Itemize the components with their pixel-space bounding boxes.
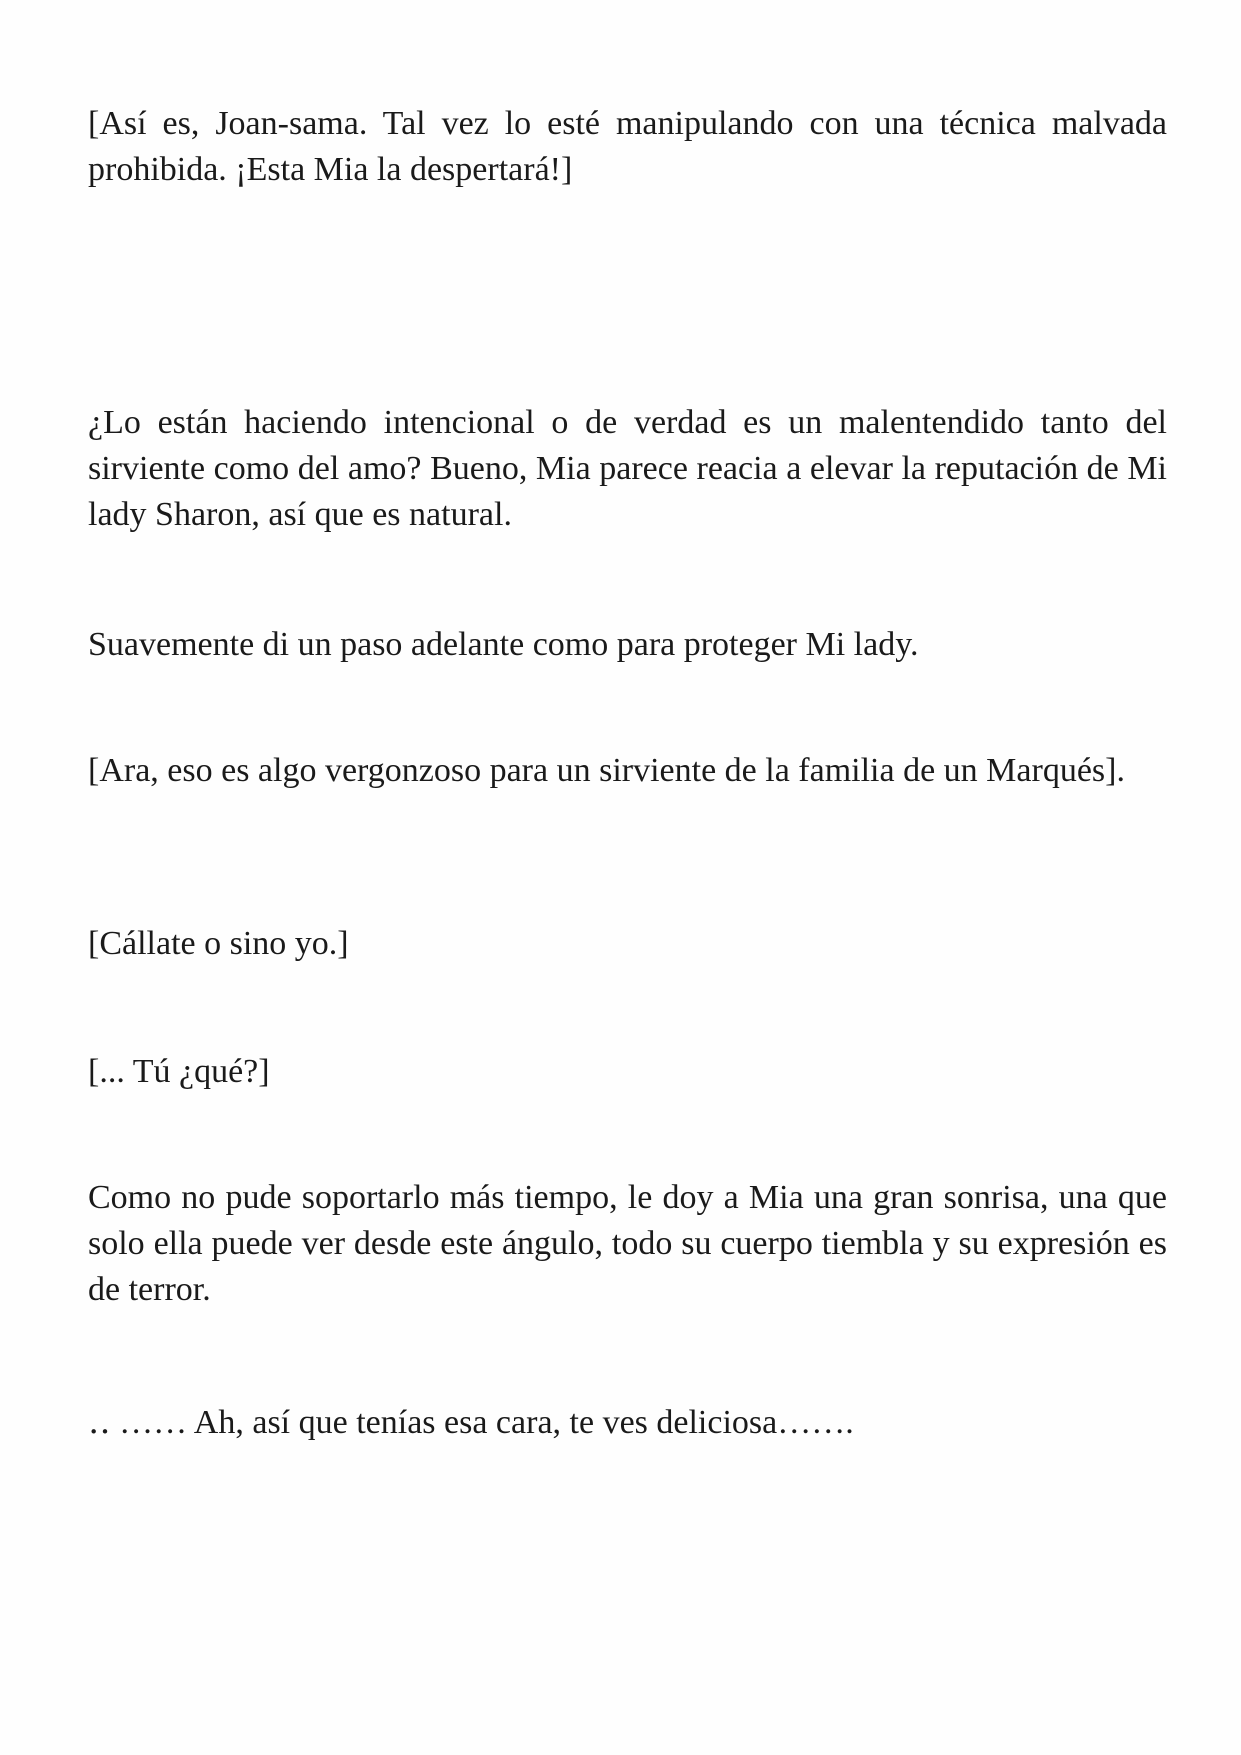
paragraph-6: [... Tú ¿qué?] <box>88 1053 270 1090</box>
paragraph-7: Como no pude soportarlo más tiempo, le doy a Mia una gran sonrisa, una que solo ella puede ver desde este ángulo, todo su cuerpo tiembla y su expresión es de terror. <box>88 1179 1167 1308</box>
paragraph-2: ¿Lo están haciendo intencional o de verdad es un malentendido tanto del sirviente como del amo? Bueno, Mia parece reacia a elevar la reputación de Mi lady Sharon, así que es natural. <box>88 404 1167 533</box>
paragraph-3: Suavemente di un paso adelante como para proteger Mi lady. <box>88 626 919 663</box>
paragraph-8: ‥ …… Ah, así que tenías esa cara, te ves deliciosa……. <box>88 1404 854 1441</box>
paragraph-4: [Ara, eso es algo vergonzoso para un sirviente de la familia de un Marqués]. <box>88 752 1125 789</box>
paragraph-5: [Cállate o sino yo.] <box>88 925 349 962</box>
paragraph-1: [Así es, Joan-sama. Tal vez lo esté manipulando con una técnica malvada prohibida. ¡Esta Mia la despertará!] <box>88 105 1167 188</box>
